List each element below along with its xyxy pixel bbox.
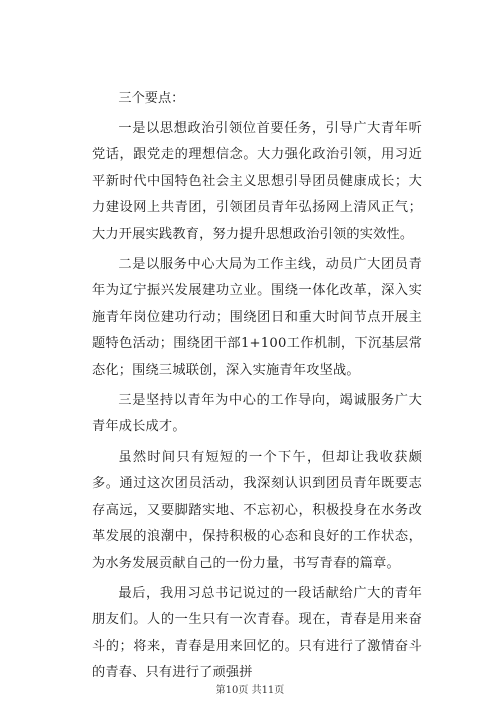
paragraph-point-one: 一是以思想政治引领位首要任务，引导广大青年听党话，跟党走的理想信念。大力强化政治引领，用习近平新时代中国特色社会主义思想引导团员健康成长；大力建设网上共青团，引领团员青年弘扬网上清风正气；大力开展实践教育，努力提升思想政治引领的实效性。 <box>92 121 422 242</box>
paragraph-point-three: 三是坚持以青年为中心的工作导向，竭诚服务广大青年成长成才。 <box>92 393 422 435</box>
paragraph-closing: 最后，我用习总书记说过的一段话献给广大的青年朋友们。人的一生只有一次青春。现在，青春是用来奋斗的；将来，青春是用来回忆的。只有进行了激情奋斗的青春、只有进行了顽强拼 <box>92 585 422 681</box>
page-footer: 第10页 共11页 <box>215 685 285 696</box>
paragraph-point-two: 二是以服务中心大局为工作主线，动员广大团员青年为辽宁振兴发展建功立业。围绕一体化改革，深入实施青年岗位建功行动；围绕团日和重大时间节点开展主题特色活动；围绕团干部1+100工作机制，下沉基层常态化；围绕三城联创，深入实施青年攻坚战。 <box>92 257 422 378</box>
paragraph-reflection: 虽然时间只有短短的一个下午，但却让我收获颇多。通过这次团员活动，我深刻认识到团员青年既要志存高远，又要脚踏实地、不忘初心，积极投身在水务改革发展的浪潮中，保持积极的心态和良好的工作状态，为水务发展贡献自己的一份力量，书写青春的篇章。 <box>92 449 422 571</box>
section-heading: 三个要点： <box>118 91 185 106</box>
document-body <box>92 88 422 687</box>
